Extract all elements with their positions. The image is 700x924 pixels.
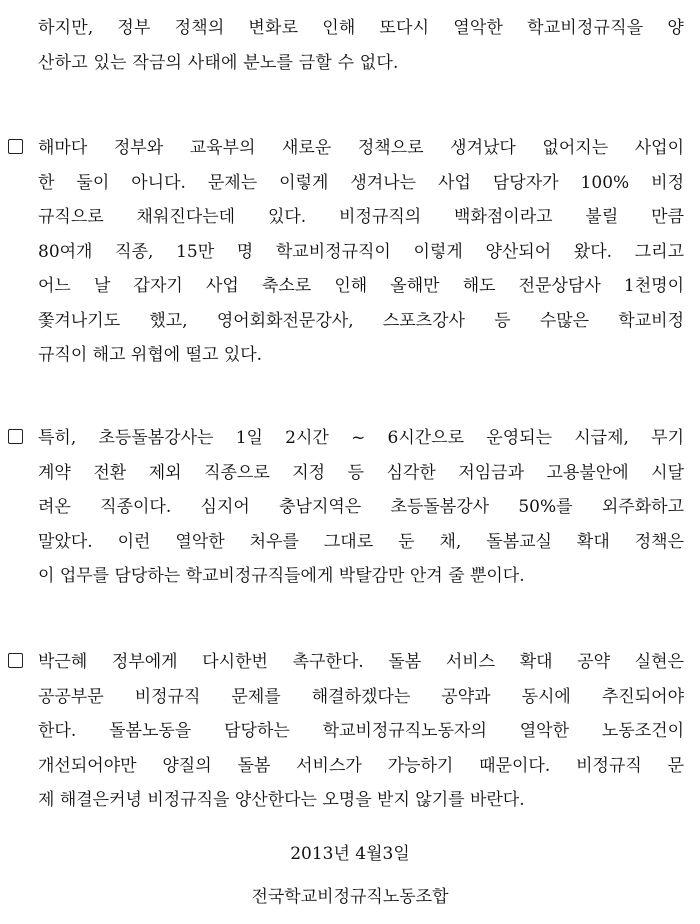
section-line: 해마다 정부와 교육부의 새로운 정책으로 생겨났다 없어지는 사업이 — [38, 138, 684, 158]
section-line: 규직으로 채워진다는데 있다. 비정규직의 백화점이라고 불릴 만큼 — [38, 207, 684, 227]
section-line: 80여개 직종, 15만 명 학교비정규직이 이렇게 양산되어 왔다. 그리고 — [38, 241, 684, 262]
section-line: 한다. 돌봄노동을 담당하는 학교비정규직노동자의 열악한 노동조건이 — [38, 721, 684, 741]
section-line: 공공부문 비정규직 문제를 해결하겠다는 공약과 동시에 추진되어야 — [38, 686, 684, 707]
section-line: 말았다. 이런 열악한 처우를 그대로 둔 채, 돌봄교실 확대 정책은 — [38, 531, 684, 552]
intro-line: 산하고 있는 작금의 사태에 분노를 금할 수 없다. — [38, 52, 399, 73]
bullet-section-text — [38, 645, 684, 818]
section-line: 제 해결은커녕 비정규직을 양산한다는 오명을 받지 않기를 바란다. — [38, 790, 525, 810]
document-date: 2013년 4월3일 — [290, 844, 410, 864]
section-line: 계약 전환 제외 직종으로 지정 등 심각한 저임금과 고용불안에 시달 — [38, 462, 684, 483]
section-line: 이 업무를 담당하는 학교비정규직들에게 박탈감만 안겨 줄 뿐이다. — [38, 566, 525, 586]
section-line: 한 둘이 아니다. 문제는 이렇게 생겨나는 사업 담당자가 100% 비정 — [38, 172, 684, 193]
checkbox-icon — [8, 429, 23, 444]
section-line: 쫓겨나기도 했고, 영어회화전문강사, 스포츠강사 등 수많은 학교비정 — [38, 310, 684, 331]
bullet-section-text — [38, 421, 684, 594]
section-line: 규직이 해고 위협에 떨고 있다. — [38, 345, 263, 365]
checkbox-icon — [8, 139, 23, 154]
organization-signature: 전국학교비정규직노동조합 — [251, 887, 449, 907]
bullet-section-text — [38, 131, 684, 373]
section-line: 박근혜 정부에게 다시한번 촉구한다. 돌봄 서비스 확대 공약 실현은 — [38, 652, 684, 672]
intro-line: 하지만, 정부 정책의 변화로 인해 또다시 열악한 학교비정규직을 양 — [38, 18, 684, 38]
section-line: 개선되어야만 양질의 돌봄 서비스가 가능하기 때문이다. 비정규직 문 — [38, 755, 684, 776]
section-line: 어느 날 갑자기 사업 축소로 인해 올해만 해도 전문상담사 1천명이 — [38, 276, 684, 296]
section-line: 려온 직종이다. 심지어 충남지역은 초등돌봄강사 50%를 외주화하고 — [38, 497, 684, 517]
intro-paragraph — [38, 11, 684, 80]
section-line: 특히, 초등돌봄강사는 1일 2시간 ~ 6시간으로 운영되는 시급제, 무기 — [38, 428, 684, 448]
checkbox-icon — [8, 653, 23, 668]
